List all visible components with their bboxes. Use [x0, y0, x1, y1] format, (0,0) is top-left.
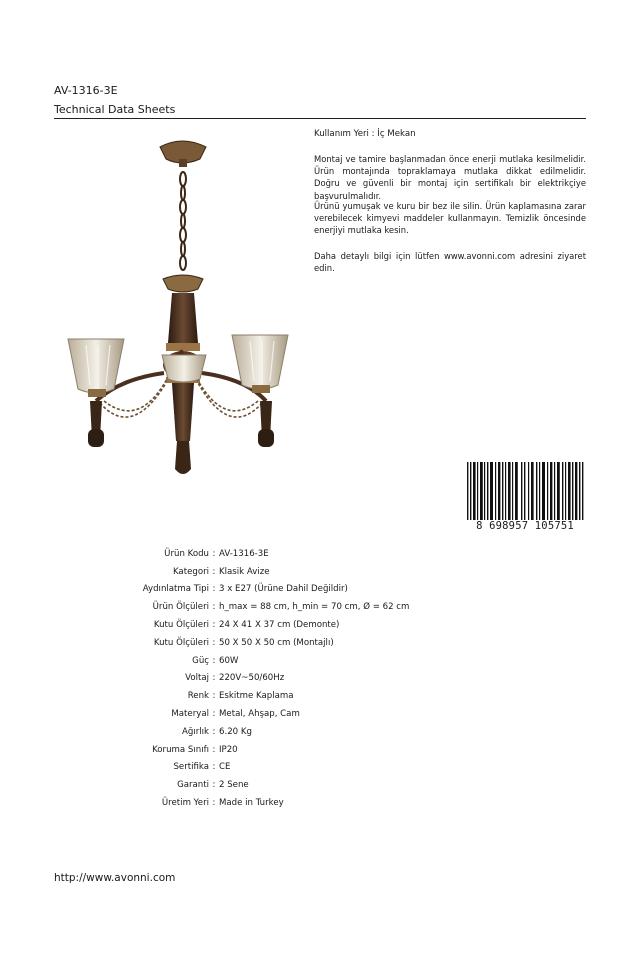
- spec-key: Materyal: [171, 709, 209, 720]
- spec-key: Aydınlatma Tipi: [142, 584, 209, 595]
- document-subtitle: Technical Data Sheets: [54, 103, 176, 116]
- spec-value: 24 X 41 X 37 cm (Demonte): [219, 620, 340, 631]
- spec-value: 3 x E27 (Ürüne Dahil Değildir): [219, 584, 348, 595]
- spec-separator: :: [212, 762, 216, 773]
- spec-key: Koruma Sınıfı: [152, 744, 209, 755]
- spec-value: 2 Sene: [219, 780, 249, 791]
- spec-separator: :: [212, 709, 216, 720]
- spec-row: [60, 634, 500, 652]
- spec-key: Kutu Ölçüleri: [153, 620, 209, 631]
- spec-key: Üretim Yeri: [161, 798, 209, 809]
- spec-row: [60, 759, 500, 777]
- spec-separator: :: [212, 566, 216, 577]
- spec-row: [60, 581, 500, 599]
- spec-value: IP20: [219, 744, 238, 755]
- spec-row: [60, 723, 500, 741]
- spec-separator: :: [212, 655, 216, 666]
- spec-value: 50 X 50 X 50 cm (Montajlı): [219, 637, 334, 648]
- spec-separator: :: [212, 548, 216, 559]
- website-paragraph: Daha detaylı bilgi için lütfen www.avonni.com adresini ziyaret edin.: [314, 251, 586, 274]
- spec-value: 220V~50/60Hz: [219, 673, 285, 684]
- spec-key: Ağırlık: [181, 726, 209, 737]
- spec-value: 60W: [219, 655, 239, 666]
- spec-row: [60, 545, 500, 563]
- spec-row: [60, 598, 500, 616]
- spec-key: Kategori: [172, 566, 209, 577]
- spec-value: Metal, Ahşap, Cam: [219, 709, 300, 720]
- spec-separator: :: [212, 726, 216, 737]
- spec-separator: :: [212, 798, 216, 809]
- spec-row: [60, 616, 500, 634]
- spec-key: Garanti: [177, 780, 209, 791]
- spec-table: [60, 545, 500, 812]
- spec-row: [60, 652, 500, 670]
- spec-row: [60, 776, 500, 794]
- spec-key: Güç: [192, 655, 209, 666]
- spec-value: h_max = 88 cm, h_min = 70 cm, Ø = 62 cm: [219, 602, 410, 613]
- safety-paragraph: Montaj ve tamire başlanmadan önce enerji mutlaka kesilmelidir. Ürün montajında topraklamaya mutlaka dikkat edilmelidir. Doğru ve güvenli bir montaj için sertifikalı bir elektrikçiye başvurulmalıdır.: [314, 154, 586, 201]
- spec-separator: :: [212, 602, 216, 613]
- spec-row: [60, 794, 500, 812]
- usage-location: Kullanım Yeri : İç Mekan: [314, 129, 416, 139]
- spec-separator: :: [212, 744, 216, 755]
- spec-value: Klasik Avize: [219, 566, 270, 577]
- spec-key: Sertifika: [173, 762, 209, 773]
- spec-key: Ürün Kodu: [164, 548, 209, 559]
- spec-row: [60, 741, 500, 759]
- product-code: AV-1316-3E: [54, 84, 118, 97]
- spec-value: Eskitme Kaplama: [219, 691, 294, 702]
- spec-value: Made in Turkey: [219, 798, 284, 809]
- spec-separator: :: [212, 620, 216, 631]
- spec-separator: :: [212, 780, 216, 791]
- barcode-number: 8 698957 105751: [466, 520, 584, 532]
- spec-separator: :: [212, 673, 216, 684]
- spec-key: Renk: [187, 691, 209, 702]
- spec-separator: :: [212, 584, 216, 595]
- footer-url[interactable]: http://www.avonni.com: [54, 872, 176, 884]
- spec-key: Kutu Ölçüleri: [153, 637, 209, 648]
- spec-separator: :: [212, 691, 216, 702]
- spec-row: [60, 670, 500, 688]
- spec-value: AV-1316-3E: [219, 548, 269, 559]
- spec-key: Ürün Ölçüleri: [152, 602, 209, 613]
- spec-separator: :: [212, 637, 216, 648]
- cleaning-paragraph: Ürünü yumuşak ve kuru bir bez ile silin. Ürün kaplamasına zarar verebilecek kimyevi maddeler kullanmayın. Temizlik öncesinde enerjiyi mutlaka kesin.: [314, 201, 586, 236]
- spec-row: [60, 563, 500, 581]
- spec-value: 6.20 Kg: [219, 726, 252, 737]
- spec-key: Voltaj: [185, 673, 209, 684]
- spec-row: [60, 687, 500, 705]
- spec-row: [60, 705, 500, 723]
- spec-value: CE: [219, 762, 231, 773]
- chandelier-image: [60, 133, 300, 493]
- header-divider: [54, 118, 586, 119]
